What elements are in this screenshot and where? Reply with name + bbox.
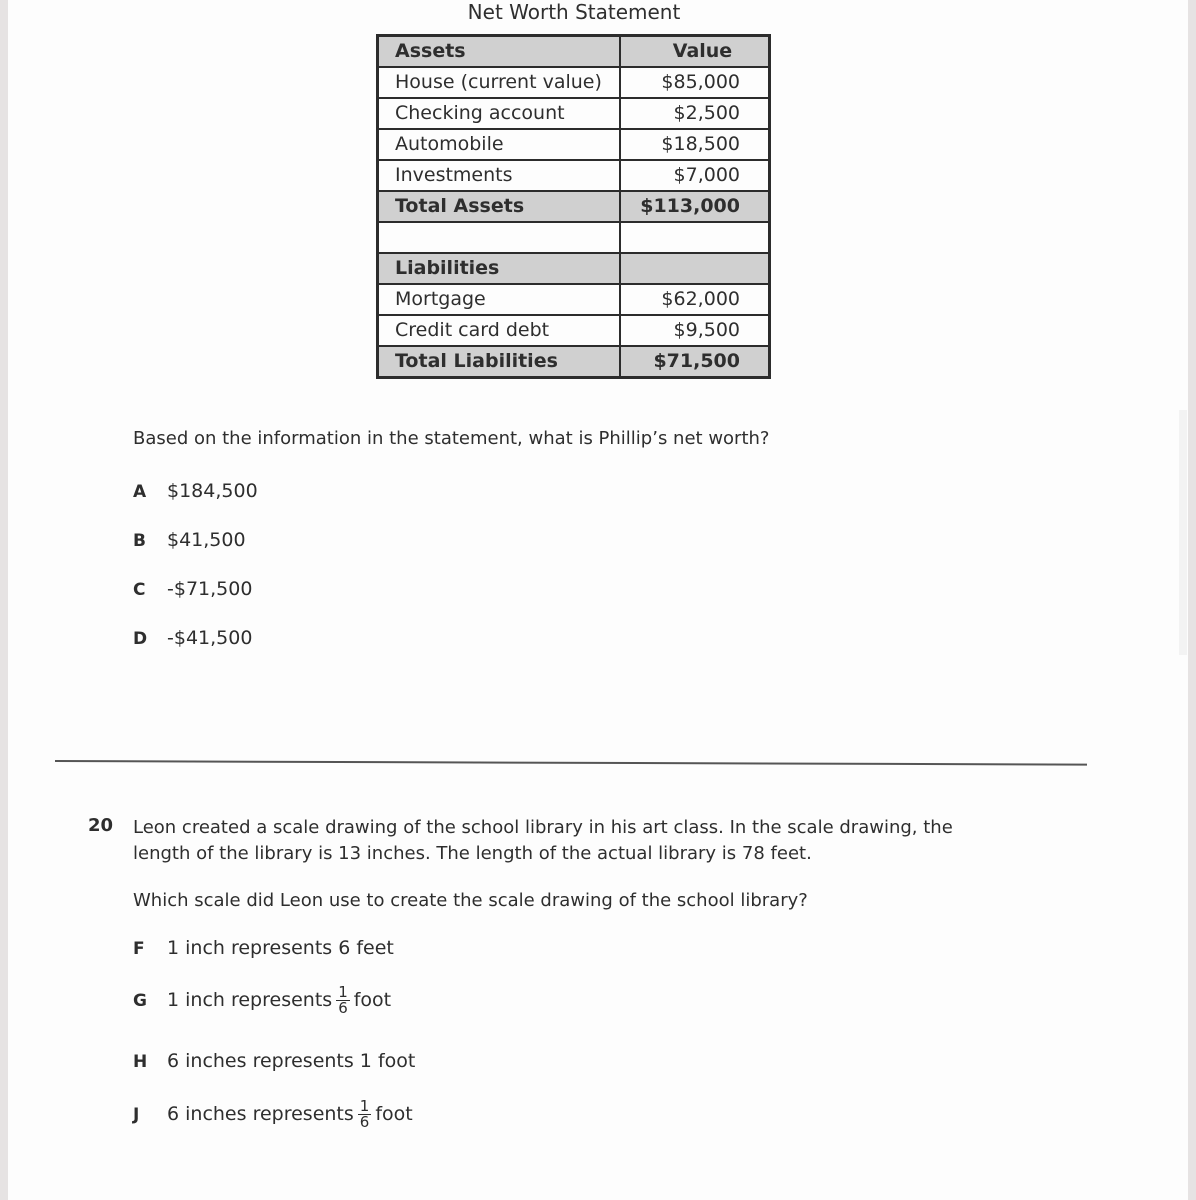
fraction-denominator: 6 [338,999,348,1017]
total-liabilities-row [378,346,770,378]
row-label: House (current value) [378,67,621,98]
question-20-line-1: Leon created a scale drawing of the school library in his art class. In the scale drawing, the [133,817,953,838]
choice-j[interactable] [133,1099,413,1130]
choice-letter: F [133,939,145,959]
scrollbar[interactable] [1179,410,1187,655]
row-value: $113,000 [620,191,770,222]
choice-text-unit: foot [353,989,392,1011]
choice-letter: D [133,629,148,649]
blank-cell [620,253,770,284]
header-value: Value [620,36,770,68]
question-20-prompt: Which scale did Leon use to create the scale drawing of the school library? [133,890,808,911]
table-row [378,284,770,315]
row-value: $2,500 [620,98,770,129]
choice-text: 6 inches represents [167,1103,354,1125]
choice-text: $41,500 [167,529,246,551]
net-worth-table [376,34,771,379]
question-20-line-2: length of the library is 13 inches. The length of the actual library is 78 feet. [133,843,812,864]
fraction-one-sixth [336,985,350,1016]
choice-letter: J [133,1105,140,1125]
row-label: Mortgage [378,284,621,315]
blank-cell [378,222,621,253]
choice-letter: G [133,991,147,1011]
row-value: $62,000 [620,284,770,315]
question-19-prompt: Based on the information in the statement, what is Phillip’s net worth? [133,428,770,449]
row-value: $7,000 [620,160,770,191]
table-row [378,67,770,98]
table-row [378,129,770,160]
choice-b[interactable] [133,529,246,551]
choice-letter: H [133,1052,148,1072]
row-label: Total Liabilities [378,346,621,378]
choice-text: 6 inches represents 1 foot [167,1050,416,1072]
row-value: $85,000 [620,67,770,98]
total-assets-row [378,191,770,222]
choice-text: -$41,500 [167,627,253,649]
blank-row [378,222,770,253]
blank-cell [620,222,770,253]
row-label: Liabilities [378,253,621,284]
fraction-denominator: 6 [359,1113,370,1131]
choice-text: $184,500 [167,480,258,502]
choice-g[interactable] [133,985,391,1016]
question-number: 20 [88,815,114,836]
row-label: Total Assets [378,191,621,222]
liabilities-header-row [378,253,770,284]
row-value: $9,500 [620,315,770,346]
row-value: $18,500 [620,129,770,160]
choice-letter: B [133,531,146,551]
page-edge-left [0,0,8,1200]
choice-letter: C [133,580,146,600]
fraction-numerator: 1 [338,983,348,1001]
choice-d[interactable] [133,627,252,649]
section-divider [55,760,1087,766]
table-header-row [378,36,770,68]
page-edge-right [1188,0,1196,1200]
choice-text: 1 inch represents 6 feet [167,937,394,959]
statement-title: Net Worth Statement [467,0,681,24]
choice-text: 1 inch represents [167,989,333,1011]
row-label: Checking account [378,98,621,129]
row-label: Credit card debt [378,315,621,346]
fraction-one-sixth [358,1099,372,1130]
table-row [378,160,770,191]
choice-text: -$71,500 [167,578,253,600]
fraction-numerator: 1 [359,1097,370,1115]
choice-h[interactable] [133,1050,415,1072]
choice-letter: A [133,482,147,502]
choice-a[interactable] [133,480,258,502]
choice-c[interactable] [133,578,252,600]
row-value: $71,500 [620,346,770,378]
choice-text-unit: foot [375,1103,413,1125]
row-label: Investments [378,160,621,191]
row-label: Automobile [378,129,621,160]
choice-f[interactable] [133,937,394,959]
header-assets: Assets [378,36,621,68]
table-row [378,315,770,346]
table-row [378,98,770,129]
